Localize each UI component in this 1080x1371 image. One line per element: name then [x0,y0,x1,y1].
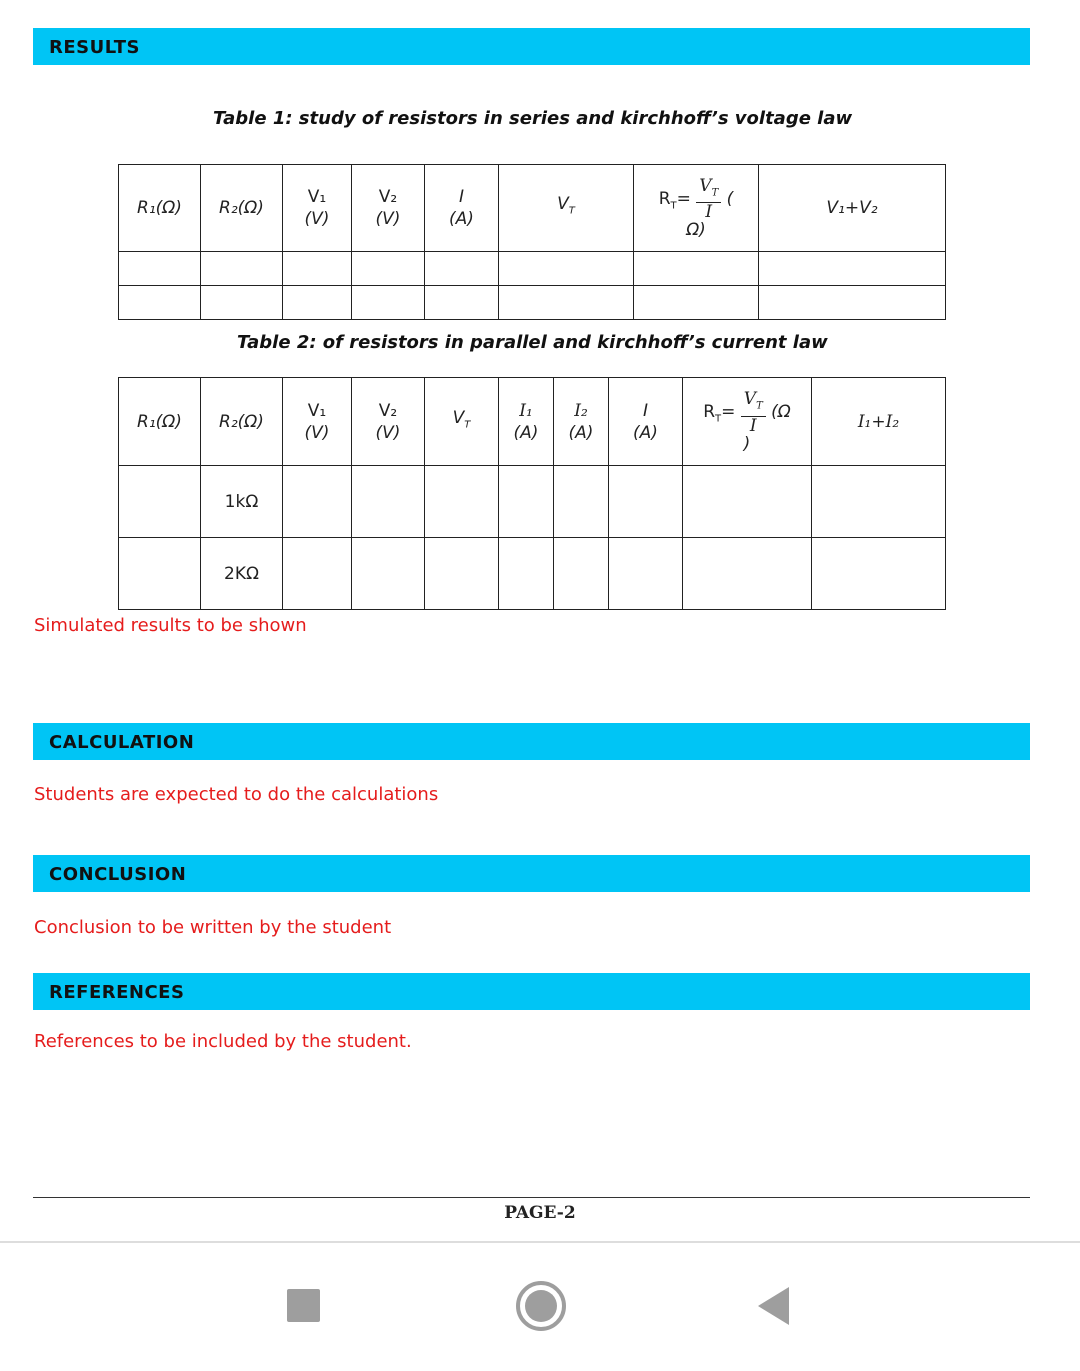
t2-cell [352,466,425,538]
calculation-heading: CALCULATION [49,732,195,753]
t1-header-r2: R₂(Ω) [201,165,283,252]
conclusion-heading: CONCLUSION [49,864,187,885]
t2-cell [283,538,352,610]
t1-cell [201,252,283,286]
t1-cell [499,286,634,320]
t2-header-rt: $R_T=$ $\frac{V_T}{I}$ (Ω ) [683,378,812,466]
simulated-note: Simulated results to be shown [34,615,307,636]
table2-header-row [119,378,946,466]
t1-cell [283,252,352,286]
t1-cell [119,286,201,320]
t2-cell [283,466,352,538]
t1-cell [425,252,499,286]
results-section-bar [33,28,1030,65]
t2-cell [609,538,683,610]
back-triangle-icon [756,1280,792,1332]
t2-cell [119,538,201,610]
references-section-bar [33,973,1030,1010]
footer-rule [33,1197,1030,1198]
t2-header-sum: I₁+I₂ [812,378,946,466]
conclusion-section-bar [33,855,1030,892]
t2-header-r2: R₂(Ω) [201,378,283,466]
t2-header-v1: V₁ (V) [283,378,352,466]
t2-cell [812,466,946,538]
t2-cell [119,466,201,538]
t1-header-v1: V₁ (V) [283,165,352,252]
t2-cell [425,466,499,538]
t1-header-vt: $V_T$ [499,165,634,252]
t1-cell [352,252,425,286]
t2-cell [609,466,683,538]
t2-header-i: I (A) [609,378,683,466]
table1-header-row [119,165,946,252]
t1-cell [201,286,283,320]
t2-cell [499,538,554,610]
t1-header-sum: V₁+V₂ [759,165,946,252]
t2-cell [683,538,812,610]
home-button[interactable] [514,1280,568,1332]
calculation-section-bar [33,723,1030,760]
t2-header-i2: I₂ (A) [554,378,609,466]
t2-header-i1: I₁ (A) [499,378,554,466]
t2-header-v2: V₂ (V) [352,378,425,466]
t2-cell [425,538,499,610]
calculation-note: Students are expected to do the calculations [34,784,439,805]
t1-cell [352,286,425,320]
table1 [118,164,946,320]
t2-cell [499,466,554,538]
t1-header-v2: V₂ (V) [352,165,425,252]
table1-caption: Table 1: study of resistors in series and kirchhoff’s voltage law [213,108,853,129]
t1-cell [759,252,946,286]
t1-rt-fraction: $\frac{V_T}{I}$ [696,177,721,221]
recents-button[interactable] [285,1280,323,1332]
t2-header-r1: R₁(Ω) [119,378,201,466]
page-number: PAGE-2 [504,1203,576,1223]
t2-cell-r2: 1kΩ [201,466,283,538]
t1-cell [283,286,352,320]
t1-cell [119,252,201,286]
t1-header-rt: $R_T=$ $\frac{V_T}{I}$ ( Ω) [634,165,759,252]
table1-row [119,286,946,320]
conclusion-note: Conclusion to be written by the student [34,917,392,938]
t1-header-i: I (A) [425,165,499,252]
back-button[interactable] [756,1280,792,1332]
t1-cell [634,252,759,286]
t1-header-r1: R₁(Ω) [119,165,201,252]
t2-cell [812,538,946,610]
t1-cell [634,286,759,320]
table2 [118,377,946,610]
t2-rt-fraction: $\frac{V_T}{I}$ [741,390,766,434]
t2-cell [683,466,812,538]
t1-cell [499,252,634,286]
nav-divider [0,1241,1080,1243]
t2-header-vt: $V_T$ [425,378,499,466]
table2-row [119,466,946,538]
references-note: References to be included by the student. [34,1031,412,1052]
t1-cell [759,286,946,320]
t2-cell-r2: 2KΩ [201,538,283,610]
t2-cell [554,538,609,610]
circle-icon [514,1280,568,1332]
table1-row [119,252,946,286]
square-icon [285,1280,323,1332]
table2-caption: Table 2: of resistors in parallel and kirchhoff’s current law [237,332,828,353]
t2-cell [554,466,609,538]
t1-cell [425,286,499,320]
references-heading: REFERENCES [49,982,185,1003]
t2-cell [352,538,425,610]
results-heading: RESULTS [49,37,140,58]
table2-row [119,538,946,610]
